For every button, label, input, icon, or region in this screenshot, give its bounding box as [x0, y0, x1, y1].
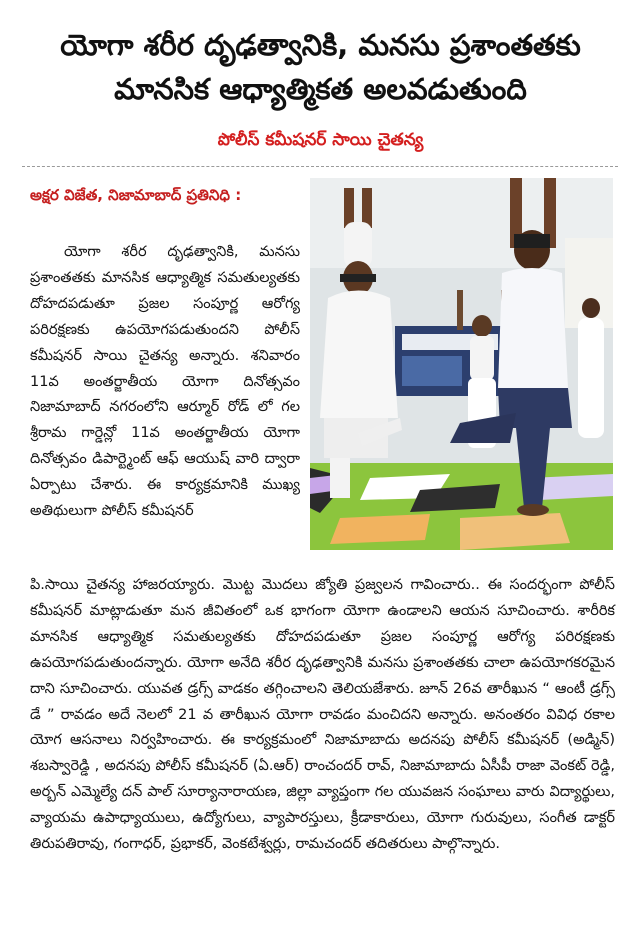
article-body-column — [30, 240, 300, 525]
headline-line-1: యోగా శరీర దృఢత్వానికి, మనసు ప్రశాంతతకు — [60, 28, 581, 62]
divider — [22, 166, 618, 167]
yoga-event-illustration — [310, 178, 613, 550]
article-body-full — [30, 573, 615, 858]
article-paragraph-intro: యోగా శరీర దృఢత్వానికి, మనసు ప్రశాంతతకు మానసిక ఆధ్యాత్మిక సమతుల్యతకు దోహదపడుతూ ప్రజల సంపూర్ణ ఆరోగ్య పరిరక్షణకు ఉపయోగపడుతుందని పోలీస్ కమీషనర్ సాయి చైతన్య అన్నారు. శనివారం 11వ అంతర్జాతీయ యోగా దినోత్సవం నిజామాబాద్ నగరంలోని ఆర్మూర్ రోడ్ లో గల శ్రీరామ గార్డెన్లో 11వ అంతర్జాతీయ యోగా దినోత్సవం డిపార్ట్మెంట్ ఆఫ్ ఆయుష్ వారి ద్వారా ఏర్పాటు చేశారు. ఈ కార్యక్రమానికి ముఖ్య అతిథులుగా పోలీస్ కమీషనర్ — [30, 244, 300, 520]
headline-line-2: మానసిక ఆధ్యాత్మికత అలవడుతుంది — [114, 72, 527, 106]
article-paragraph-continued: పి.సాయి చైతన్య హాజరయ్యారు. మొట్ట మొదలు జ్యోతి ప్రజ్వలన గావించారు.. ఈ సందర్భంగా పోలీస్ కమీషనర్ మాట్లాడుతూ మన జీవితంలో ఒక భాగంగా యోగా ఉండాలని ఆయన సూచించారు. శారీరిక మానసిక ఆధ్యాత్మిక సమతుల్యతకు దోహదపడుతూ ప్రజల సంపూర్ణ ఆరోగ్య పరిరక్షణకు ఉపయోగపడుతుందన్నారు. యోగా అనేది శరీర దృఢత్వానికి మనసు ప్రశాంతతకు చాలా ఉపయోగకరమైన దాని సూచించారు. యువత డ్రగ్స్ వాడకం తగ్గించాలని తెలియజేశారు. జూన్ 26వ తారీఖున “ ఆంటీ డ్రగ్స్ డే ” రావడం అదే నెలలో 21 వ తారీఖున యోగా రావడం మంచిదని అన్నారు. అనంతరం వివిధ రకాల యోగ ఆసనాలు నిర్వహించారు. ఈ కార్యక్రమంలో నిజామాబాదు అదనపు పోలీస్ కమీషనర్ (అడ్మిన్) శబస్వారెడ్డి , అదనపు పోలీస్ కమీషనర్ (ఏ.ఆర్) రాంచందర్ రావ్, నిజామాబాదు ఏసీపీ రాజా వెంకట్ రెడ్డి, అర్బన్ ఎమ్మెల్యే దన్ పాల్ సూర్యానారాయణ, జిల్లా వ్యాప్తంగా గల యువజన సంఘాలు వారు విద్యార్థులు, వ్యాయమ ఉపాధ్యాయులు, ఉద్యోగులు, వ్యాపారస్తులు, క్రీడాకారులు, యోగా గురువులు, సంగీత డాక్టర్ తిరుపతిరావు, గంగాధర్, ప్రభాకర్, వెంకటేశ్వర్లు, రామచందర్ తదితరులు పాల్గొన్నారు. — [30, 577, 615, 853]
byline: పోలీస్ కమీషనర్ సాయి చైతన్య — [217, 130, 424, 150]
event-photo — [310, 178, 613, 550]
dateline: అక్షర విజేత, నిజామాబాద్ ప్రతినిధి : — [30, 186, 242, 204]
